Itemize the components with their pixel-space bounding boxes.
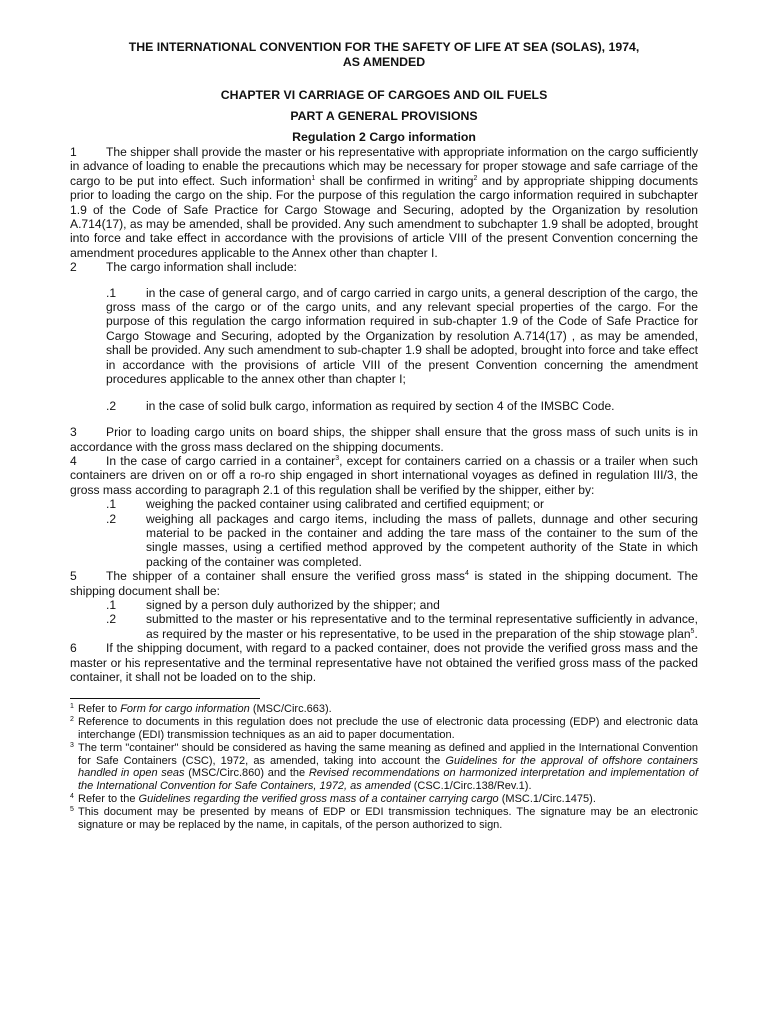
subitem-text: weighing the packed container using calibrated and certified equipment; or <box>146 497 545 512</box>
footnote-2 <box>70 716 698 742</box>
footnote-ref-2[interactable]: 2 <box>473 174 478 182</box>
subitem-4-1 <box>70 497 698 511</box>
paragraph-3 <box>70 425 698 454</box>
paragraph-number: 2 <box>70 260 77 275</box>
footnote-3 <box>70 742 698 793</box>
footnote-divider <box>70 698 260 699</box>
subitem-2-1 <box>106 286 698 387</box>
paragraph-text: The shipper shall provide the master or his representative with appropriate information on the cargo sufficiently in advance of loading to enable the precautions which may be necessary for proper stowage and safe carriage of the cargo to be put into effect. Such information <box>70 145 698 188</box>
footnote-ref-1[interactable]: 1 <box>311 174 316 182</box>
paragraph-number: 5 <box>70 569 77 584</box>
footnote-italic: Guidelines for the approval of offshore containers handled in open seas <box>78 754 698 780</box>
footnote-5 <box>70 806 698 832</box>
subitem-number: .2 <box>106 511 117 526</box>
title-line-1: THE INTERNATIONAL CONVENTION FOR THE SAFETY OF LIFE AT SEA (SOLAS), 1974, <box>128 40 640 54</box>
footnote-text: This document may be presented by means of EDP or EDI transmission techniques. The signature may be an electronic signature or may be replaced by the name, in capitals, of the person authorized to sign. <box>78 805 698 831</box>
paragraph-text: and by appropriate shipping documents prior to loading the cargo on the ship. For the purpose of this regulation the cargo information required in subchapter 1.9 of the Code of Safe Practice for Cargo Stowage and Securing, adopted by the Organization by resolution A.714(17), as may be amended, shall be provided. Any such amendment to subchapter 1.9 shall be adopted, brought into force and take effect in accordance with the provisions of article VIII of the present Convention concerning the amendment procedures applicable to the Annex other than chapter I. <box>70 173 698 260</box>
paragraph-number: 4 <box>70 453 77 468</box>
paragraph-text: is stated in the shipping document. The shipping document shall be: <box>70 569 698 598</box>
footnote-italic: Guidelines regarding the verified gross mass of a container carrying cargo <box>138 792 499 805</box>
footnote-italic: Form for cargo information <box>120 703 250 716</box>
part-heading: PART A GENERAL PROVISIONS <box>290 109 478 123</box>
subitem-text <box>146 612 698 641</box>
footnote-number: 1 <box>70 703 74 711</box>
footnote-text: Refer to Form for cargo information (MSC/Circ.663). <box>78 703 332 716</box>
footnote-number: 3 <box>70 741 74 749</box>
subitem-number: .1 <box>106 597 117 612</box>
subitem-number: .2 <box>106 612 117 627</box>
paragraph-4 <box>70 454 698 497</box>
chapter-heading: CHAPTER VI CARRIAGE OF CARGOES AND OIL FUELS <box>220 88 548 102</box>
paragraph-text: , except for containers carried on a chassis or a trailer when such containers are driven on or off a ro-ro ship engaged in short international voyages as defined in regulation III/3, the gross mass according to paragraph 2.1 of this regulation shall be verified by the shipper, either by: <box>70 453 698 497</box>
paragraph-text: The shipper of a container shall ensure the verified gross mass <box>106 569 465 584</box>
title-line-2: AS AMENDED <box>342 55 426 69</box>
subitem-2-2 <box>106 399 698 413</box>
footnote-ref-5[interactable]: 5 <box>690 627 695 635</box>
footnote-text: The term "container" should be considered as having the same meaning as defined and applied in the International Convention for Safe Containers (CSC), 1972, as amended, taking into account the Guidelines for the approval of offshore containers handled in open seas (MSC/Circ.860) and the Revised recommendations on harmonized interpretation and implementation of the International Convention for Safe Containers, 1972, as amended (CSC.1/Circ.138/Rev.1). <box>78 741 699 793</box>
paragraph-1 <box>70 145 698 260</box>
subitem-text-end: . <box>694 626 698 641</box>
paragraph-5 <box>70 569 698 598</box>
paragraph-6 <box>70 641 698 684</box>
footnote-number: 4 <box>70 792 74 800</box>
paragraph-number: 3 <box>70 425 77 440</box>
subitem-5-1 <box>70 598 698 612</box>
paragraph-text: shall be confirmed in writing <box>315 173 474 188</box>
subitem-text: signed by a person duly authorized by the shipper; and <box>146 597 440 612</box>
footnote-4 <box>70 793 698 806</box>
paragraph-number: 1 <box>70 145 77 159</box>
paragraph-text: If the shipping document, with regard to a packed container, does not provide the verified gross mass and the master or his representative and the terminal representative have not obtained the verified gross mass of the packed container, it shall not be loaded on to the ship. <box>70 641 698 684</box>
paragraph-text: In the case of cargo carried in a container <box>106 453 336 468</box>
paragraph-text: Prior to loading cargo units on board ships, the shipper shall ensure that the gross mass of such units is in accordance with the gross mass declared on the shipping documents. <box>70 425 698 454</box>
subitem-number: .1 <box>106 497 117 512</box>
regulation-heading: Regulation 2 Cargo information <box>292 130 476 144</box>
footnote-italic: Revised recommendations on harmonized interpretation and implementation of the International Convention for Safe Containers, 1972, as amended <box>78 767 699 793</box>
paragraph-number: 6 <box>70 641 77 656</box>
subitem-number: .2 <box>106 398 117 413</box>
footnote-1 <box>70 703 698 716</box>
document-title <box>70 40 698 70</box>
footnote-ref-3[interactable]: 3 <box>335 454 340 462</box>
footnote-text: Reference to documents in this regulation does not preclude the use of electronic data processing (EDP) and electronic data interchange (EDI) transmission techniques as an aid to paper documentation. <box>78 716 698 741</box>
footnote-text: Refer to the Guidelines regarding the verified gross mass of a container carrying cargo (MSC.1/Circ.1475). <box>78 792 596 805</box>
footnote-number: 2 <box>70 716 74 724</box>
subitem-4-2 <box>70 512 698 570</box>
footnote-ref-4[interactable]: 4 <box>464 570 469 578</box>
paragraph-text: The cargo information shall include: <box>106 260 297 275</box>
subitem-number: .1 <box>106 285 117 300</box>
paragraph-2 <box>70 260 698 274</box>
subitem-text: in the case of general cargo, and of cargo carried in cargo units, a general description of the cargo, the gross mass of the cargo or of the cargo units, and any relevant special properties of the cargo. For the purpose of this regulation the cargo information required in sub-chapter 1.9 of the Code of Safe Practice for Cargo Stowage and Securing, adopted by the Organization by resolution A.714(17) , as may be amended, shall be provided. Any such amendment to sub-chapter 1.9 shall be adopted, brought into force and take effect in accordance with the provisions of article VIII of the present Convention concerning the amendment procedures applicable to the annex other than chapter I; <box>106 285 698 387</box>
footnote-number: 5 <box>70 805 74 813</box>
subitem-text: in the case of solid bulk cargo, information as required by section 4 of the IMSBC Code. <box>146 398 615 413</box>
subitem-text-body: submitted to the master or his representative and to the terminal representative sufficiently in advance, as required by the master or his representative, to be used in the preparation of the ship stowage plan <box>146 612 698 641</box>
subitem-5-2 <box>70 612 698 641</box>
subitem-text: weighing all packages and cargo items, including the mass of pallets, dunnage and other securing material to be packed in the container and adding the tare mass of the container to the sum of the single masses, using a certified method approved by the competent authority of the State in which packing of the container was completed. <box>146 511 698 569</box>
